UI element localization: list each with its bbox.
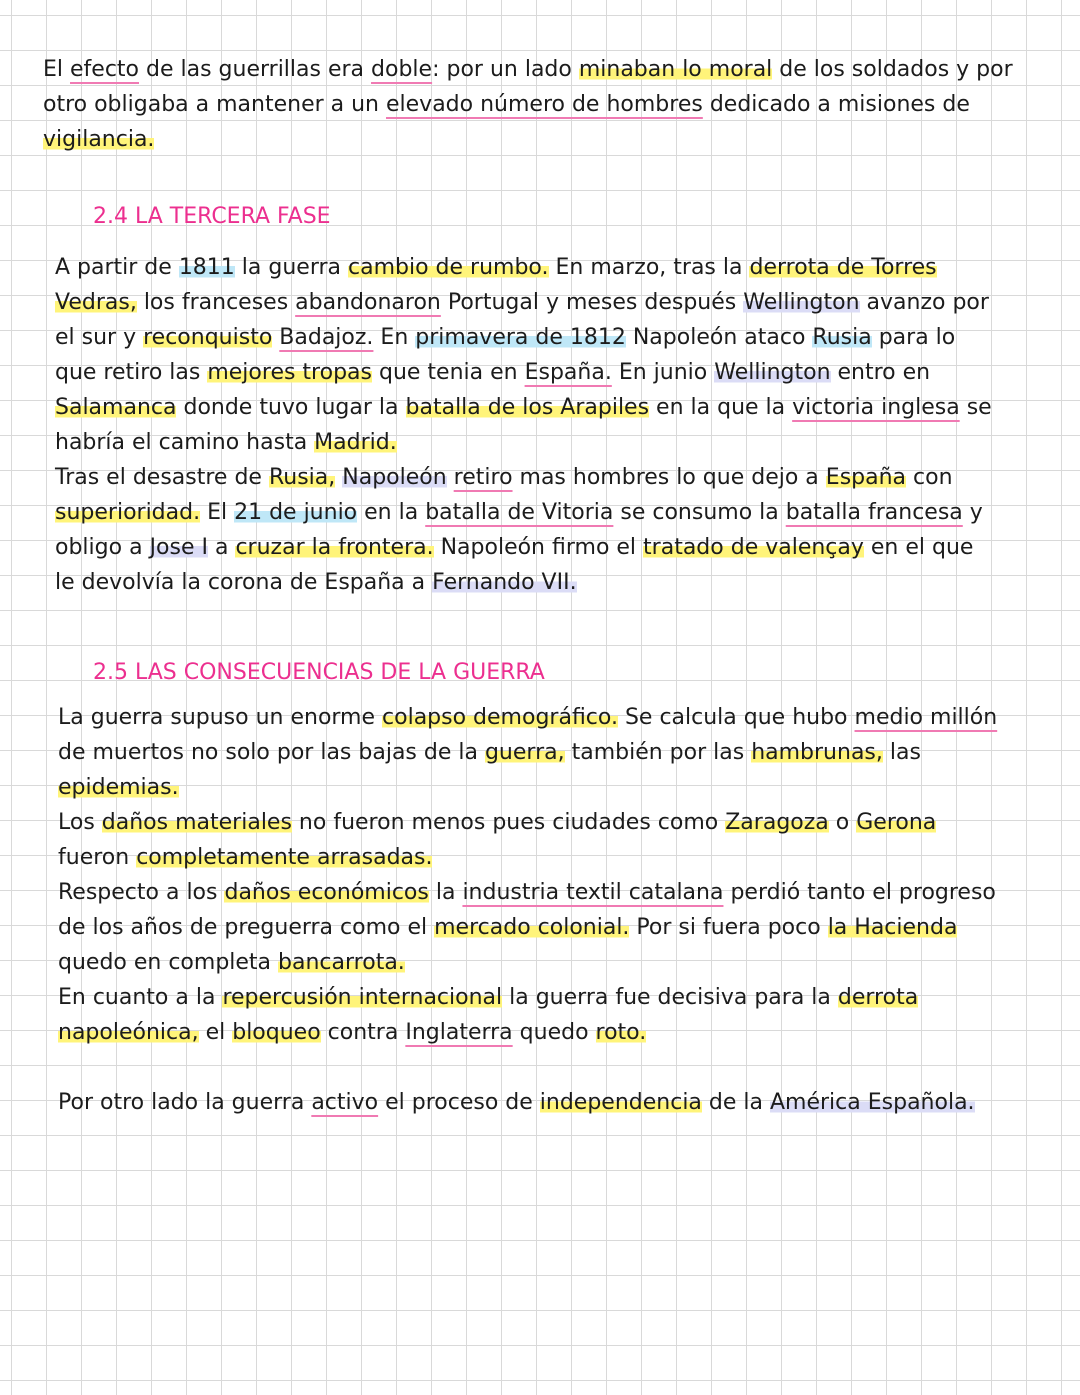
- section-heading-consecuencias: 2.5 LAS CONSECUENCIAS DE LA GUERRA: [93, 660, 545, 685]
- body-line: Vedras, los franceses abandonaron Portugal y meses después Wellington avanzo por: [55, 290, 989, 315]
- underlined-phrase: industria textil catalana: [462, 880, 724, 905]
- underlined-phrase: Inglaterra: [405, 1020, 513, 1045]
- highlighted-phrase: Gerona: [856, 810, 937, 835]
- highlighted-phrase: repercusión internacional: [222, 985, 503, 1010]
- underlined-phrase: elevado número de hombres: [386, 92, 703, 117]
- body-line: de muertos no solo por las bajas de la guerra, también por las hambrunas, las: [58, 740, 921, 765]
- highlighted-phrase: tratado de valençay: [643, 535, 864, 560]
- underlined-phrase: Badajoz.: [279, 325, 374, 350]
- body-line: A partir de 1811 la guerra cambio de rumbo. En marzo, tras la derrota de Torres: [55, 255, 937, 280]
- underlined-phrase: activo: [311, 1090, 379, 1115]
- body-line: Respecto a los daños económicos la industria textil catalana perdió tanto el progreso: [58, 880, 996, 905]
- highlighted-phrase: 21 de junio: [234, 500, 358, 525]
- intro-line-3: [43, 122, 154, 157]
- highlighted-phrase: Jose I: [149, 535, 208, 560]
- body-line: habría el camino hasta Madrid.: [55, 430, 397, 455]
- highlighted-phrase: mejores tropas: [207, 360, 372, 385]
- underlined-phrase: batalla francesa: [785, 500, 963, 525]
- highlighted-phrase: Rusia: [812, 325, 872, 350]
- section-heading-tercera-fase: 2.4 LA TERCERA FASE: [93, 204, 331, 229]
- highlighted-phrase: Madrid.: [314, 430, 397, 455]
- highlighted-phrase: superioridad.: [55, 500, 201, 525]
- highlighted-phrase: epidemias.: [58, 775, 179, 800]
- body-line: el sur y reconquisto Badajoz. En primavera de 1812 Napoleón ataco Rusia para lo: [55, 325, 956, 350]
- highlighted-phrase: Fernando VII.: [432, 570, 577, 595]
- highlighted-phrase: Wellington: [714, 360, 831, 385]
- highlighted-phrase: colapso demográfico.: [382, 705, 618, 730]
- body-line: fueron completamente arrasadas.: [58, 845, 433, 870]
- body-line: En cuanto a la repercusión internacional la guerra fue decisiva para la derrota: [58, 985, 919, 1010]
- highlighted-phrase: cambio de rumbo.: [348, 255, 549, 280]
- highlighted-phrase: roto.: [595, 1020, 647, 1045]
- body-line: de los años de preguerra como el mercado colonial. Por si fuera poco la Hacienda: [58, 915, 958, 940]
- underlined-phrase: España.: [524, 360, 612, 385]
- body-line: napoleónica, el bloqueo contra Inglaterra quedo roto.: [58, 1020, 647, 1045]
- highlighted-phrase: cruzar la frontera.: [235, 535, 434, 560]
- underlined-phrase: victoria inglesa: [792, 395, 960, 420]
- highlighted-phrase: América Española.: [770, 1090, 975, 1115]
- highlighted-phrase: mercado colonial.: [434, 915, 630, 940]
- highlighted-phrase: daños económicos: [224, 880, 429, 905]
- underlined-phrase: abandonaron: [295, 290, 441, 315]
- highlighted-phrase: derrota de Torres: [749, 255, 937, 280]
- highlighted-phrase: minaban lo moral: [578, 57, 773, 82]
- highlighted-phrase: reconquisto: [143, 325, 273, 350]
- body-line: que retiro las mejores tropas que tenia en España. En junio Wellington entro en: [55, 360, 931, 385]
- highlighted-phrase: Wellington: [743, 290, 860, 315]
- underlined-phrase: medio millón: [854, 705, 998, 730]
- underlined-phrase: batalla de Vitoria: [425, 500, 614, 525]
- body-line: Salamanca donde tuvo lugar la batalla de los Arapiles en la que la victoria inglesa se: [55, 395, 992, 420]
- highlighted-phrase: España: [825, 465, 907, 490]
- highlighted-phrase: Zaragoza: [725, 810, 829, 835]
- highlighted-phrase: napoleónica,: [58, 1020, 199, 1045]
- highlighted-phrase: primavera de 1812: [415, 325, 626, 350]
- body-line: superioridad. El 21 de junio en la batalla de Vitoria se consumo la batalla francesa y: [55, 500, 983, 525]
- highlighted-phrase: bloqueo: [232, 1020, 321, 1045]
- body-line: La guerra supuso un enorme colapso demográfico. Se calcula que hubo medio millón: [58, 705, 998, 730]
- highlighted-phrase: 1811: [178, 255, 235, 280]
- highlighted-phrase: guerra,: [484, 740, 565, 765]
- underlined-phrase: doble: [371, 57, 433, 82]
- body-line: Los daños materiales no fueron menos pues ciudades como Zaragoza o Gerona: [58, 810, 937, 835]
- highlighted-phrase: Vedras,: [55, 290, 137, 315]
- body-line: le devolvía la corona de España a Fernando VII.: [55, 570, 577, 595]
- body-line: [58, 770, 179, 805]
- highlighted-phrase: Salamanca: [55, 395, 177, 420]
- intro-line-2: otro obligaba a mantener a un elevado número de hombres dedicado a misiones de: [43, 92, 970, 117]
- highlighted-phrase: derrota: [837, 985, 919, 1010]
- highlighted-phrase: daños materiales: [101, 810, 292, 835]
- underlined-phrase: retiro: [453, 465, 513, 490]
- highlighted-phrase: independencia: [539, 1090, 702, 1115]
- highlighted-phrase: batalla de los Arapiles: [405, 395, 650, 420]
- body-line: Tras el desastre de Rusia, Napoleón retiro mas hombres lo que dejo a España con: [55, 465, 953, 490]
- body-line: quedo en completa bancarrota.: [58, 950, 405, 975]
- highlighted-phrase: completamente arrasadas.: [136, 845, 433, 870]
- highlighted-phrase: bancarrota.: [278, 950, 405, 975]
- highlighted-phrase: Napoleón: [342, 465, 447, 490]
- highlighted-phrase: la Hacienda: [827, 915, 958, 940]
- underlined-phrase: efecto: [70, 57, 140, 82]
- highlighted-phrase: Rusia,: [268, 465, 336, 490]
- highlighted-phrase: vigilancia.: [43, 127, 155, 152]
- highlighted-phrase: hambrunas,: [751, 740, 883, 765]
- intro-line-1: El efecto de las guerrillas era doble: por un lado minaban lo moral de los soldados y por: [43, 57, 1013, 82]
- body-line: obligo a Jose I a cruzar la frontera. Napoleón firmo el tratado de valençay en el que: [55, 535, 974, 560]
- body-line: Por otro lado la guerra activo el proceso de independencia de la América Española.: [58, 1090, 975, 1115]
